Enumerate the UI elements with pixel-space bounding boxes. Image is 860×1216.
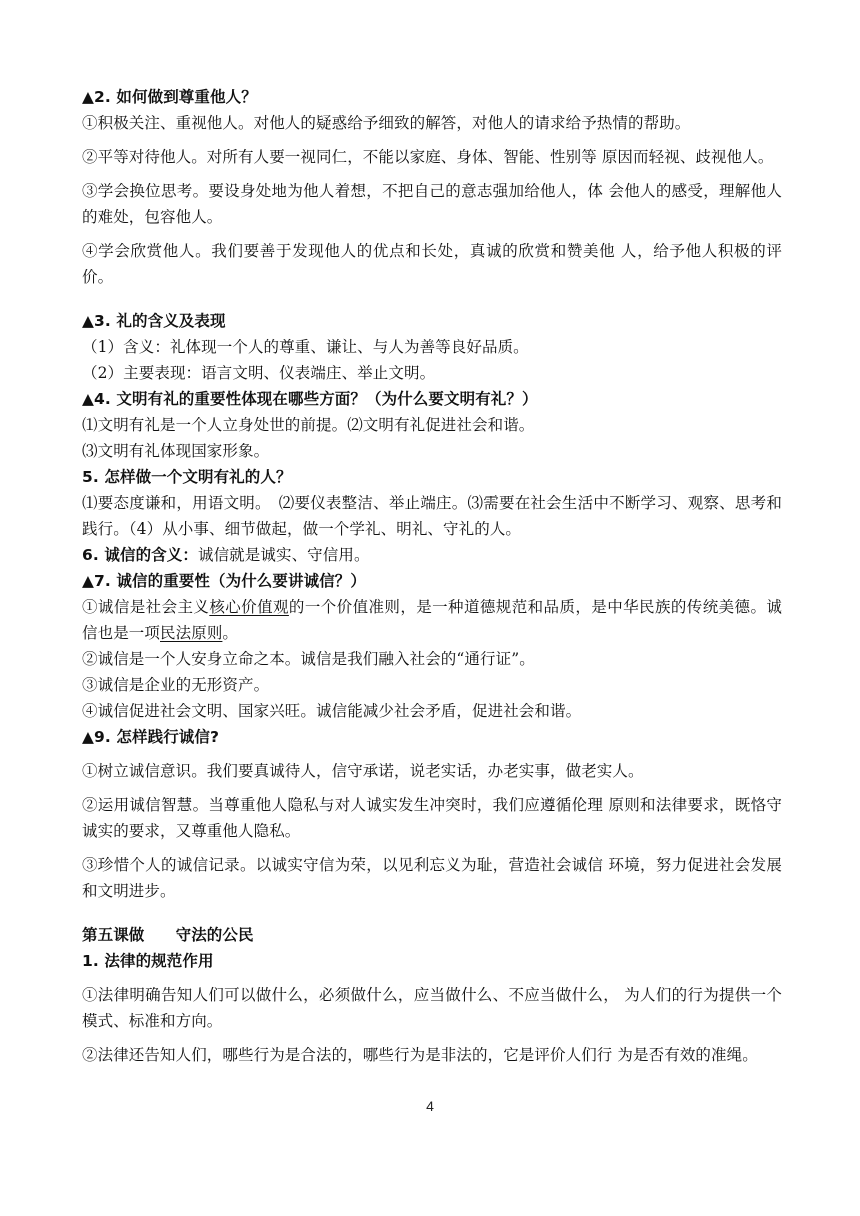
text-span: ①诚信是社会主义 — [82, 598, 210, 616]
etiquette-expression: （2）主要表现：语言文明、仪表端庄、举止文明。 — [82, 364, 436, 382]
integrity-definition-text: 诚信就是诚实、守信用。 — [197, 546, 370, 564]
practice-integrity-1: ①树立诚信意识。我们要真诚待人，信守承诺，说老实话，办老实事，做老实人。 — [82, 762, 644, 780]
civility-importance-line-2: ⑶文明有礼体现国家形象。 — [82, 442, 270, 460]
etiquette-meaning: （1）含义：礼体现一个人的尊重、谦让、与人为善等良好品质。 — [82, 338, 529, 356]
integrity-importance-2: ②诚信是一个人安身立命之本。诚信是我们融入社会的“通行证”。 — [82, 650, 535, 668]
underlined-core-values: 核心价值观 — [209, 598, 289, 616]
section-heading-etiquette: ▲3. 礼的含义及表现 — [82, 312, 226, 330]
integrity-importance-3: ③诚信是企业的无形资产。 — [82, 676, 270, 694]
section-heading-law-role: 1. 法律的规范作用 — [82, 952, 214, 970]
integrity-importance-4: ④诚信促进社会文明、国家兴旺。诚信能减少社会矛盾，促进社会和谐。 — [82, 702, 582, 720]
practice-integrity-3: ③珍惜个人的诚信记录。以诚实守信为荣，以见利忘义为耻，营造社会诚信 环境，努力促进社会发展和文明进步。 — [82, 856, 782, 900]
respect-point-4: ④学会欣赏他人。我们要善于发现他人的优点和长处，真诚的欣赏和赞美他 人，给予他人积极的评价。 — [82, 242, 782, 286]
section-heading-practice-integrity: ▲9. 怎样践行诚信? — [82, 728, 220, 746]
respect-point-2: ②平等对待他人。对所有人要一视同仁，不能以家庭、身体、智能、性别等 原因而轻视、歧视他人。 — [82, 148, 774, 166]
respect-point-3: ③学会换位思考。要设身处地为他人着想，不把自己的意志强加给他人，体 会他人的感受，理解他人的难处，包容他人。 — [82, 182, 782, 226]
law-role-1: ①法律明确告知人们可以做什么，必须做什么，应当做什么、不应当做什么， 为人们的行为提供一个模式、标准和方向。 — [82, 986, 782, 1030]
integrity-definition-heading: 6. 诚信的含义： — [82, 546, 198, 564]
section-heading-civil-person: 5. 怎样做一个文明有礼的人？ — [82, 468, 292, 486]
text-span: 的一个价值准则，是一种道德规范和品质，是中华民族的传统美德。诚信也是一项 — [82, 598, 782, 642]
document-body — [82, 84, 782, 1068]
lesson-title: 第五课做 守法的公民 — [82, 926, 254, 944]
integrity-importance-1 — [82, 594, 782, 646]
integrity-definition — [82, 542, 782, 568]
respect-point-1: ①积极关注、重视他人。对他人的疑惑给予细致的解答，对他人的请求给予热情的帮助。 — [82, 114, 691, 132]
text-span: 。 — [222, 624, 239, 642]
civility-importance-line-1: ⑴文明有礼是一个人立身处世的前提。⑵文明有礼促进社会和谐。 — [82, 416, 535, 434]
civil-person-text: ⑴要态度谦和，用语文明。 ⑵要仪表整洁、举止端庄。⑶需要在社会生活中不断学习、观察、思考和践行。（4）从小事、细节做起，做一个学礼、明礼、守礼的人。 — [82, 494, 782, 538]
section-heading-civility-importance: ▲4. 文明有礼的重要性体现在哪些方面？（为什么要文明有礼？） — [82, 390, 538, 408]
law-role-2: ②法律还告知人们，哪些行为是合法的，哪些行为是非法的，它是评价人们行 为是否有效的准绳。 — [82, 1046, 758, 1064]
practice-integrity-2: ②运用诚信智慧。当尊重他人隐私与对人诚实发生冲突时，我们应遵循伦理 原则和法律要求，既恪守诚实的要求，又尊重他人隐私。 — [82, 796, 782, 840]
section-heading-integrity-importance: ▲7. 诚信的重要性（为什么要讲诚信？） — [82, 572, 366, 590]
page-number: 4 — [426, 1098, 434, 1114]
underlined-civil-law-principle: 民法原则 — [160, 624, 223, 642]
section-heading-respect: ▲2. 如何做到尊重他人？ — [82, 88, 257, 106]
